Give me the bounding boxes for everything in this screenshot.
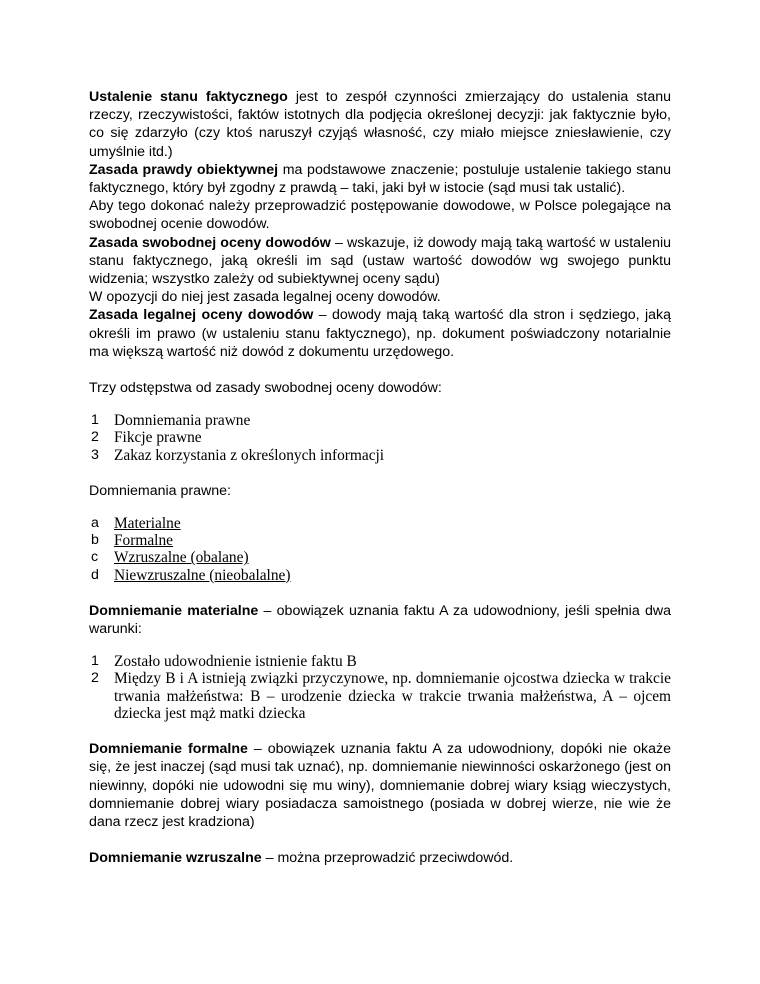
term-zasada-prawdy: Zasada prawdy obiektywnej [89,161,279,178]
list-marker: 1 [91,653,99,670]
paragraph-domniemania-heading [89,482,671,500]
list-item [89,670,671,722]
definition-text: – obowiązek uznania faktu A za udowodniony, jeśli spełnia dwa warunki: [89,602,671,638]
list-item [89,567,671,584]
term-domniemanie-materialne: Domniemanie materialne [89,602,259,619]
list-item [89,429,671,446]
paragraph-text: Aby tego dokonać należy przeprowadzić postępowanie dowodowe, w Polsce polegające na swobodnej ocenie dowodów. [89,198,671,233]
list-item-link[interactable]: Wzruszalne (obalane) [114,549,249,567]
paragraph-opozycja [89,288,671,306]
paragraph-text: W opozycji do niej jest zasada legalnej oceny dowodów. [89,289,441,306]
list-marker: 3 [91,446,99,463]
paragraph-domniemanie-formalne [89,740,671,831]
term-legalna-ocena: Zasada legalnej oceny dowodów [89,307,314,324]
term-domniemanie-formalne: Domniemanie formalne [89,741,248,758]
warunki-list [89,653,671,722]
paragraph-legalna-ocena [89,306,671,361]
list-item [89,653,671,670]
paragraph-text: Trzy odstępstwa od zasady swobodnej oceny dowodów: [89,380,442,397]
definition-text: ma podstawowe znaczenie; postuluje ustalenie takiego stanu faktycznego, który był zgodny z prawdą – taki, jaki był w istocie (sąd musi tak ustalić). [89,161,671,197]
odstepstwa-list [89,412,671,464]
list-marker: d [91,566,99,583]
list-item-text: Domniemania prawne [114,412,251,430]
list-marker: b [91,532,99,549]
paragraph-domniemanie-materialne [89,602,671,638]
list-item-text: Między B i A istnieją związki przyczynowe, np. domniemanie ojcostwa dziecka w trakcie trwania małżeństwa: B – urodzenie dziecka w trakcie trwania małżeństwa, A – ojcem dziecka jest mąż matki dziecka [114,670,671,722]
list-item-link[interactable]: Materialne [114,515,181,533]
list-marker: 2 [91,429,99,446]
document-page [89,88,671,867]
paragraph-stan-faktyczny [89,88,671,161]
term-domniemanie-wzruszalne: Domniemanie wzruszalne [89,850,262,867]
list-item-text: Zostało udowodnienie istnienie faktu B [114,653,357,671]
paragraph-swobodna-ocena [89,234,671,289]
list-item [89,412,671,429]
list-item-link[interactable]: Formalne [114,532,173,550]
definition-text: – wskazuje, iż dowody mają taką wartość w ustaleniu stanu faktycznego, jaką określi im sąd (ustaw wartość dowodów wg swojego punktu widzenia; wszystko zależy od subiektywnej oceny sądu) [89,234,671,288]
list-marker: c [91,549,99,566]
list-marker: 1 [91,412,99,429]
definition-text: – można przeprowadzić przeciwdowód. [261,850,514,867]
list-item [89,515,671,532]
list-item-text: Fikcje prawne [114,429,202,447]
list-marker: 2 [91,670,99,687]
definition-text: – obowiązek uznania faktu A za udowodniony, dopóki nie okaże się, że jest inaczej (sąd musi tak uznać), np. domniemanie niewinności oskarżonego (jest on niewinny, dopóki nie udowodni się mu winy), domniemanie dobrej wiary ksiąg wieczystych, domniemanie dobrej wiary posiadacza samoistnego (posiada w dobrej wierze, nie wie że dana rzecz jest kradziona) [89,741,671,830]
paragraph-text: Domniemania prawne: [89,482,231,499]
definition-text: jest to zespół czynności zmierzający do ustalenia stanu rzeczy, rzeczywistości, faktów istotnych dla podjęcia określonej decyzji: jak faktycznie było, co się zdarzyło (czy ktoś naruszył czyjąś własność, czy miało miejsce zniesławienie, czy umyślnie itd.) [89,89,671,160]
term-ustalenie-stanu: Ustalenie stanu faktycznego [89,89,288,105]
list-item-text: Zakaz korzystania z określonych informacji [114,446,385,464]
list-item [89,549,671,566]
paragraph-domniemanie-wzruszalne [89,849,671,867]
paragraph-postepowanie-dowodowe [89,197,671,233]
list-item [89,532,671,549]
paragraph-odstepstwa-heading [89,379,671,397]
list-item-link[interactable]: Niewzruszalne (nieobalalne) [114,566,291,584]
term-swobodna-ocena: Zasada swobodnej oceny dowodów [89,234,331,251]
list-item [89,447,671,464]
list-marker: a [91,515,99,532]
definition-text: – dowody mają taką wartość dla stron i sędziego, jaką określi im prawo (w ustaleniu stanu faktycznego), np. dokument poświadczony notarialnie ma większą wartość niż dowód z dokumentu urzędowego. [89,307,671,360]
paragraph-prawda-obiektywna [89,161,671,197]
domniemania-list [89,515,671,584]
